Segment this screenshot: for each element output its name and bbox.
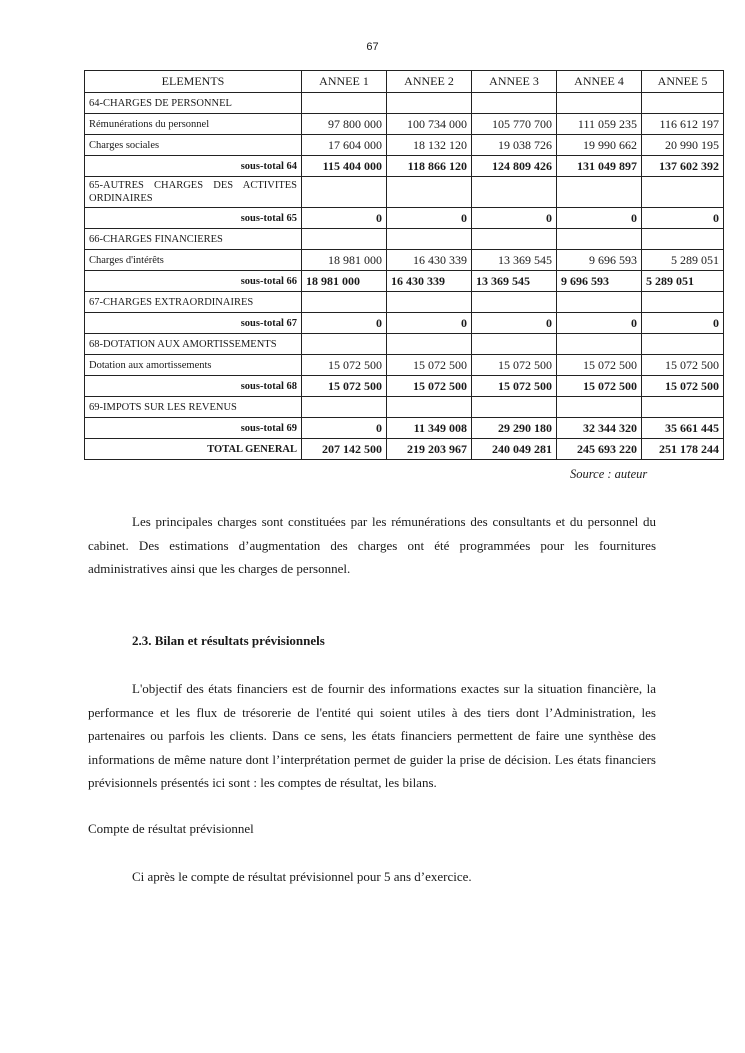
value-cell: 15 072 500 — [302, 376, 387, 397]
value-cell: 18 981 000 — [302, 250, 387, 271]
paragraph-intro-compte: Ci après le compte de résultat prévisionnel pour 5 ans d’exercice. — [132, 869, 472, 884]
item-label: Dotation aux amortissements — [85, 355, 302, 376]
table-row-subtotal — [85, 418, 724, 439]
table-row-subtotal — [85, 376, 724, 397]
value-cell: 0 — [557, 208, 642, 229]
table-body — [85, 93, 724, 460]
table-row-subtotal — [85, 271, 724, 292]
table-row-section — [85, 177, 724, 208]
value-cell: 15 072 500 — [302, 355, 387, 376]
empty-cell — [642, 229, 724, 250]
value-cell: 20 990 195 — [642, 135, 724, 156]
value-cell: 11 349 008 — [387, 418, 472, 439]
empty-cell — [642, 177, 724, 208]
value-cell: 15 072 500 — [642, 376, 724, 397]
value-cell: 16 430 339 — [387, 271, 472, 292]
paragraph-etats-financiers: L'objectif des états financiers est de fournir des informations exactes sur la situation financière, la performance et les flux de trésorerie de l'entité qui soient utiles à des tiers dont l’Administration, les partenaires ou parfois les clients. Dans ce sens, les états financiers permettent de faire une synthèse des informations de même nature dont l’interprétation permet de guider la prise de décision. Les états financiers prévisionnels présentés ici sont : les comptes de résultat, les bilans. — [88, 681, 656, 790]
value-cell: 9 696 593 — [557, 250, 642, 271]
charges-table — [84, 70, 724, 460]
value-cell: 35 661 445 — [642, 418, 724, 439]
table-row-item — [85, 355, 724, 376]
value-cell: 18 132 120 — [387, 135, 472, 156]
item-label: Charges sociales — [85, 135, 302, 156]
value-cell: 118 866 120 — [387, 156, 472, 177]
table-row-total — [85, 439, 724, 460]
table-row-subtotal — [85, 208, 724, 229]
value-cell: 15 072 500 — [642, 355, 724, 376]
item-label: Rémunérations du personnel — [85, 114, 302, 135]
value-cell: 0 — [387, 208, 472, 229]
subtotal-label: sous-total 66 — [85, 271, 302, 292]
section-label: 64-CHARGES DE PERSONNEL — [85, 93, 302, 114]
subtotal-label: sous-total 69 — [85, 418, 302, 439]
value-cell: 124 809 426 — [472, 156, 557, 177]
column-header: ANNEE 5 — [642, 71, 724, 93]
empty-cell — [472, 93, 557, 114]
value-cell: 0 — [472, 208, 557, 229]
value-cell: 19 038 726 — [472, 135, 557, 156]
empty-cell — [387, 93, 472, 114]
value-cell: 9 696 593 — [557, 271, 642, 292]
empty-cell — [642, 292, 724, 313]
table-row-section — [85, 93, 724, 114]
value-cell: 115 404 000 — [302, 156, 387, 177]
table-header-row — [85, 71, 724, 93]
column-header: ELEMENTS — [85, 71, 302, 93]
item-label: Charges d'intérêts — [85, 250, 302, 271]
table-row-section — [85, 397, 724, 418]
value-cell: 15 072 500 — [472, 376, 557, 397]
empty-cell — [472, 334, 557, 355]
empty-cell — [302, 93, 387, 114]
column-header: ANNEE 1 — [302, 71, 387, 93]
value-cell: 15 072 500 — [557, 376, 642, 397]
subtotal-label: sous-total 67 — [85, 313, 302, 334]
table-row-section — [85, 334, 724, 355]
section-heading: 2.3. Bilan et résultats prévisionnels — [132, 633, 325, 648]
value-cell: 0 — [302, 208, 387, 229]
section-label: 65-AUTRES CHARGES DES ACTIVITES ORDINAIRES — [85, 177, 302, 208]
empty-cell — [302, 292, 387, 313]
empty-cell — [557, 93, 642, 114]
value-cell: 0 — [472, 313, 557, 334]
empty-cell — [387, 177, 472, 208]
table-row-item — [85, 250, 724, 271]
empty-cell — [557, 334, 642, 355]
empty-cell — [387, 292, 472, 313]
table-row-item — [85, 114, 724, 135]
paragraph-charges: Les principales charges sont constituées par les rémunérations des consultants et du personnel du cabinet. Des estimations d’augmentation des charges ont été programmées pour les fournitures administratives ainsi que les charges de personnel. — [88, 514, 656, 576]
value-cell: 105 770 700 — [472, 114, 557, 135]
subheading-compte-resultat: Compte de résultat prévisionnel — [88, 821, 254, 836]
value-cell: 219 203 967 — [387, 439, 472, 460]
empty-cell — [302, 229, 387, 250]
empty-cell — [557, 292, 642, 313]
value-cell: 0 — [387, 313, 472, 334]
table-row-item — [85, 135, 724, 156]
value-cell: 0 — [302, 313, 387, 334]
value-cell: 15 072 500 — [387, 355, 472, 376]
subtotal-label: sous-total 65 — [85, 208, 302, 229]
value-cell: 240 049 281 — [472, 439, 557, 460]
empty-cell — [302, 177, 387, 208]
value-cell: 15 072 500 — [472, 355, 557, 376]
section-label: 67-CHARGES EXTRAORDINAIRES — [85, 292, 302, 313]
value-cell: 5 289 051 — [642, 250, 724, 271]
value-cell: 16 430 339 — [387, 250, 472, 271]
value-cell: 137 602 392 — [642, 156, 724, 177]
empty-cell — [302, 334, 387, 355]
section-label: 68-DOTATION AUX AMORTISSEMENTS — [85, 334, 302, 355]
value-cell: 131 049 897 — [557, 156, 642, 177]
empty-cell — [387, 334, 472, 355]
subtotal-label: sous-total 64 — [85, 156, 302, 177]
value-cell: 13 369 545 — [472, 250, 557, 271]
value-cell: 5 289 051 — [642, 271, 724, 292]
value-cell: 29 290 180 — [472, 418, 557, 439]
empty-cell — [642, 334, 724, 355]
value-cell: 18 981 000 — [302, 271, 387, 292]
value-cell: 97 800 000 — [302, 114, 387, 135]
column-header: ANNEE 4 — [557, 71, 642, 93]
page-number: 67 — [366, 41, 379, 53]
empty-cell — [557, 397, 642, 418]
section-label: 66-CHARGES FINANCIERES — [85, 229, 302, 250]
value-cell: 207 142 500 — [302, 439, 387, 460]
empty-cell — [472, 292, 557, 313]
empty-cell — [472, 229, 557, 250]
value-cell: 0 — [642, 208, 724, 229]
subtotal-label: sous-total 68 — [85, 376, 302, 397]
value-cell: 13 369 545 — [472, 271, 557, 292]
column-header: ANNEE 2 — [387, 71, 472, 93]
empty-cell — [387, 229, 472, 250]
empty-cell — [387, 397, 472, 418]
total-label: TOTAL GENERAL — [85, 439, 302, 460]
value-cell: 100 734 000 — [387, 114, 472, 135]
empty-cell — [557, 177, 642, 208]
value-cell: 15 072 500 — [387, 376, 472, 397]
table-row-section — [85, 229, 724, 250]
value-cell: 116 612 197 — [642, 114, 724, 135]
empty-cell — [472, 397, 557, 418]
empty-cell — [302, 397, 387, 418]
value-cell: 17 604 000 — [302, 135, 387, 156]
table-row-subtotal — [85, 156, 724, 177]
value-cell: 15 072 500 — [557, 355, 642, 376]
value-cell: 32 344 320 — [557, 418, 642, 439]
source-note: Source : auteur — [570, 467, 648, 481]
value-cell: 251 178 244 — [642, 439, 724, 460]
table-row-section — [85, 292, 724, 313]
value-cell: 0 — [557, 313, 642, 334]
value-cell: 19 990 662 — [557, 135, 642, 156]
table-row-subtotal — [85, 313, 724, 334]
value-cell: 245 693 220 — [557, 439, 642, 460]
section-label: 69-IMPOTS SUR LES REVENUS — [85, 397, 302, 418]
column-header: ANNEE 3 — [472, 71, 557, 93]
value-cell: 0 — [642, 313, 724, 334]
value-cell: 111 059 235 — [557, 114, 642, 135]
empty-cell — [557, 229, 642, 250]
value-cell: 0 — [302, 418, 387, 439]
empty-cell — [642, 397, 724, 418]
empty-cell — [642, 93, 724, 114]
empty-cell — [472, 177, 557, 208]
